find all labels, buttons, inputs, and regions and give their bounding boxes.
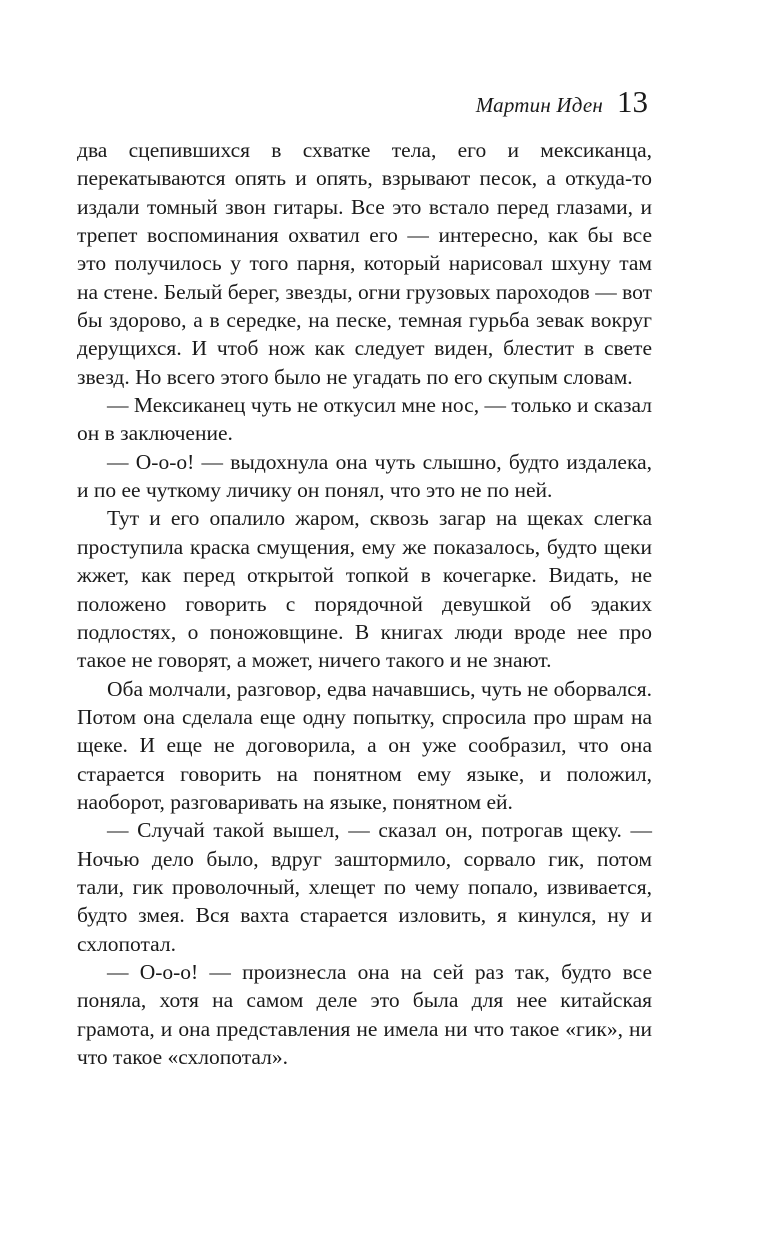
paragraph-silence: Оба молчали, разговор, едва начавшись, чуть не оборвался. Потом она сделала еще одну попытку, спросила про шрам на щеке. И еще не договорила, а он уже сообразил, что она старается говорить на понятном ему языке, и положил, наоборот, разговаривать на языке, понятном ей. <box>77 676 652 814</box>
paragraph-dialogue-ooo-second: — О-о-о! — произнесла она на сей раз так, будто все поняла, хотя на самом деле это была для нее китайская грамота, и она представления не имела ни что такое «гик», ни что такое «схлопотал». <box>77 959 652 1069</box>
running-head <box>476 84 648 124</box>
paragraph-blush: Тут и его опалило жаром, сквозь загар на щеках слегка проступила краска смущения, ему же показалось, будто щеки жжет, как перед открытой топкой в кочегарке. Видать, не положено говорить с порядочной девушкой об эдаких подлостях, о поножовщине. В книгах люди вроде нее про такое не говорят, а может, ничего такого и не знают. <box>77 506 652 673</box>
paragraph-dialogue-ooo-first: — О-о-о! — выдохнула она чуть слышно, будто издалека, и по ее чуткому личику он понял, что это не по ней. <box>77 449 652 503</box>
paragraph-dialogue-nose: — Мексиканец чуть не откусил мне нос, — только и сказал он в заключение. <box>77 393 652 446</box>
paragraph-continuation: два сцепившихся в схватке тела, его и мексиканца, перекатываются опять и опять, взрывают песок, а откуда-то издали томный звон гитары. Все это встало перед глазами, и трепет воспоминания охватил его — интересно, как бы все это получилось у того парня, который нарисовал шхуну там на стене. Белый берег, звезды, огни грузовых пароходов — вот бы здорово, а в середке, на песке, темная гурьба зевак вокруг дерущихся. И чтоб нож как следует виден, блестит в свете звезд. Но всего этого было не угадать по его скупым словам. <box>77 138 652 389</box>
body-text <box>77 136 652 1071</box>
paragraph-dialogue-scar: — Случай такой вышел, — сказал он, потрогав щеку. — Ночью дело было, вдруг заштормило, сорвало гик, потом тали, гик проволочный, хлещет по чему попало, извивается, будто змея. Вся вахта старается изловить, я кинулся, ну и схлопотал. <box>77 818 652 956</box>
page-number: 13 <box>617 84 648 119</box>
running-title: Мартин Иден <box>475 93 603 117</box>
